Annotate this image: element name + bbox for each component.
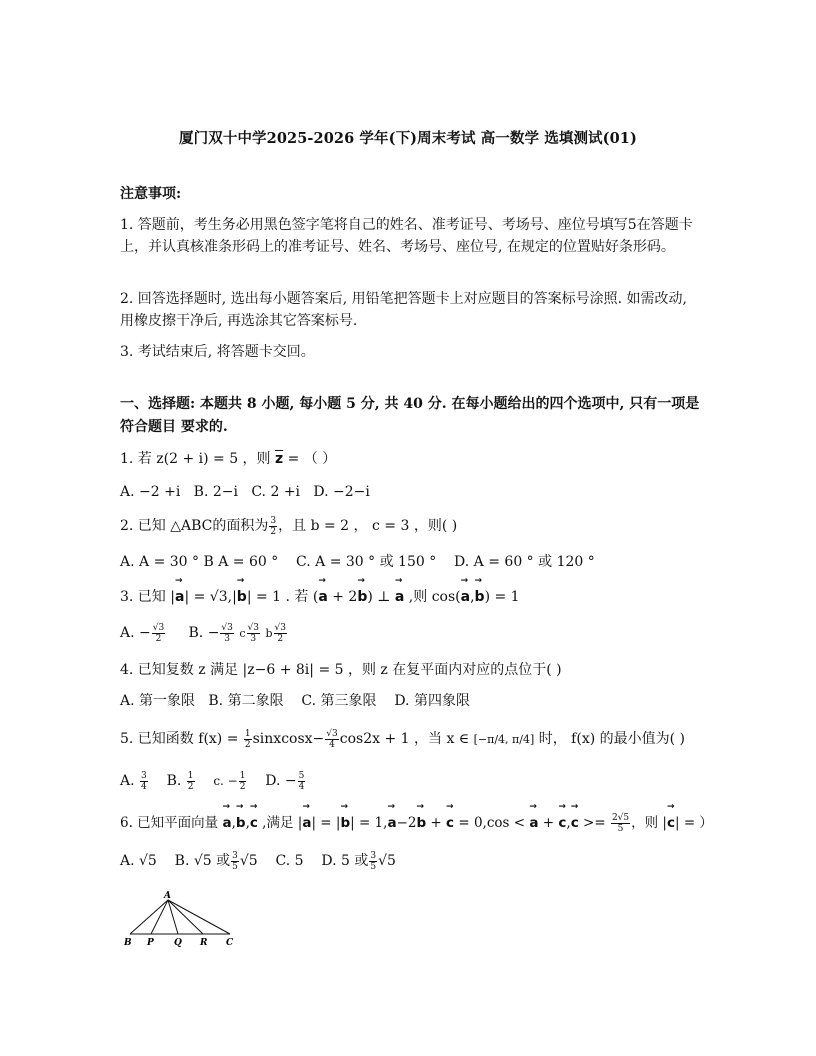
q3-frac-d: $\frac{√3}{2}$ — [274, 622, 286, 644]
q2-option-a: A. A = 30 ° — [120, 554, 204, 570]
q6-vector-c3: → c — [558, 812, 566, 834]
q5-option-d: D. − — [265, 773, 297, 789]
q5-text-3: cos2x + 1 ，当 x ∈ — [339, 731, 474, 747]
q1-option-a: A. −2 +i — [120, 484, 181, 500]
q5-frac-1-den: 2 — [244, 739, 251, 750]
q4-options — [120, 690, 470, 712]
label-a: A — [164, 891, 171, 901]
q4-option-d: D. 第四象限 — [394, 693, 470, 709]
q6-text-7: = 0,cos < — [454, 815, 530, 831]
q6-vector-b2: → b — [340, 812, 350, 834]
q3-vector-b2: → b — [357, 586, 367, 608]
q6-vector-c2: → c — [446, 812, 454, 834]
q5-text-2: sinxcosx− — [252, 731, 325, 747]
label-b: B — [124, 938, 132, 948]
q3-text-3: | = 1 . 若 ( — [246, 589, 319, 605]
q6-option-c: C. 5 — [275, 853, 304, 869]
q5-frac-b-num: 1 — [187, 770, 194, 781]
q6-vector-b: → b — [236, 812, 246, 834]
question-1 — [120, 448, 336, 470]
q5-frac-2-den: 4 — [329, 739, 335, 750]
q5-options — [120, 770, 306, 792]
q3-frac-a-den: 2 — [155, 633, 162, 644]
q2-frac-den: 2 — [270, 526, 277, 537]
q5-frac-1 — [244, 729, 252, 750]
q5-option-a: A. — [120, 773, 140, 789]
q5-frac-1-num: 1 — [244, 728, 251, 739]
label-q: Q — [174, 938, 182, 948]
q1-option-c: C. 2 +i — [251, 484, 301, 500]
q5-frac-b — [187, 771, 195, 792]
q6-text-5: −2 — [396, 815, 417, 831]
q3-frac-c: $\frac{√3}{3}$ — [247, 622, 260, 644]
q3-vector-a4: → a — [461, 586, 470, 608]
q2-option-b: B A = 60 ° — [203, 554, 279, 570]
q5-frac-c-num: 1 — [239, 770, 246, 781]
notes-heading: 注意事项: — [120, 186, 182, 202]
q6-text-8: + — [538, 815, 559, 831]
question-4: 4. 已知复数 z 满足 |z−6 + 8i| = 5 ，则 z 在复平面内对应的点位于( ) — [120, 662, 562, 678]
q2-stem: 2. 已知 △ABC的面积为 — [120, 518, 269, 534]
q6-vector-a: → a — [222, 812, 231, 834]
q1-option-d: D. −2−i — [313, 484, 370, 500]
q3-text-4: + 2 — [327, 589, 358, 605]
q6-text-1: 6. 已知平面向量 — [120, 815, 223, 831]
q6-text-12: | = ） — [674, 815, 713, 831]
q3-frac-b: $\frac{√3}{3}$ — [221, 622, 233, 644]
q6-option-a: A. √5 — [120, 853, 157, 869]
q6-option-b: B. √5 或 — [174, 853, 231, 869]
q1-stem-a: 1. 若 z(2 + i) = 5 ，则 — [120, 451, 276, 467]
q6-text-10: >= — [578, 815, 610, 831]
q3-option-b: B. − — [188, 625, 220, 641]
line-ab — [130, 900, 168, 934]
q3-text-6: ,则 cos( — [404, 589, 461, 605]
q6-text-3: | = | — [311, 815, 341, 831]
question-5 — [120, 728, 685, 751]
section-heading: 一、选择题: 本题共 8 小题, 每小题 5 分, 共 40 分. 在每小题给出的四个选项中, 只有一项是符合题目 要求的. — [120, 396, 700, 435]
q3-vector-b3: → b — [475, 586, 485, 608]
q3-vector-a: → a — [175, 586, 184, 608]
q3-option-c: c — [239, 627, 246, 640]
q2-option-c: C. A = 30 ° 或 150 ° — [296, 554, 437, 570]
question-3 — [120, 586, 520, 608]
q6-fraction — [611, 813, 630, 834]
q5-frac-c — [239, 771, 247, 792]
q3-vector-a2: → a — [318, 586, 327, 608]
q3-option-d: b — [265, 627, 273, 640]
q2-option-d: D. A = 60 ° 或 120 ° — [454, 554, 595, 570]
q6-b-frac-num: 3 — [232, 850, 238, 861]
question-6: 6. 已知平面向量 → a,→ b,→ c ,满足 |→ a| = |→ b| = 1,→ a−2→ b + → c = 0,cos < → a + → c,→ c >= $\frac{2√5}{5}$ ，则 |→ c| = ） — [120, 812, 713, 834]
q6-option-b-frac — [231, 851, 239, 872]
q4-option-b: B. 第二象限 — [208, 693, 284, 709]
q6-text-9: , — [566, 815, 571, 831]
q6-text-4: | = 1, — [350, 815, 388, 831]
q3-vector-a3: → a — [395, 586, 404, 608]
q6-vector-c5: → c — [667, 812, 675, 834]
label-p: P — [147, 938, 154, 948]
q3-option-a: A. − — [120, 625, 151, 641]
page-title: 厦门双十中学2025-2026 学年(下)周末考试 高一数学 选填测试(01) — [179, 130, 637, 147]
q5-option-b: B. — [166, 773, 186, 789]
q6-frac-num: 2√5 — [611, 813, 630, 823]
q6-d-frac-den: 5 — [370, 861, 377, 872]
q5-frac-d-den: 4 — [298, 781, 305, 792]
note-item-2: 2. 回答选择题时, 选出每小题答案后, 用铅笔把答题卡上对应题目的答案标号涂照. 如需改动, 用橡皮擦干净后, 再选涂其它答案标号. — [120, 291, 687, 329]
q1-option-b: B. 2−i — [193, 484, 238, 500]
label-c: C — [226, 938, 234, 948]
q2-frac-num: 3 — [270, 515, 277, 526]
triangle-figure — [118, 888, 248, 950]
q5-frac-d — [298, 771, 306, 792]
q5-frac-a-num: 3 — [141, 770, 147, 781]
note-item-3: 3. 考试结束后, 将答题卡交回。 — [120, 344, 315, 360]
q6-vector-b3: → b — [416, 812, 426, 834]
question-2 — [120, 515, 457, 537]
q6-options — [120, 850, 396, 872]
q4-option-c: C. 第三象限 — [301, 693, 377, 709]
q5-frac-d-num: 5 — [298, 770, 305, 781]
q2-fraction — [269, 516, 277, 537]
q6-vector-c4: → c — [571, 812, 579, 834]
q3-text-1: 3. 已知 | — [120, 589, 175, 605]
q6-option-b-root: √5 — [239, 853, 258, 869]
line-ac — [168, 900, 230, 934]
q5-frac-b-den: 2 — [187, 781, 194, 792]
label-r: R — [200, 938, 208, 948]
triangle-lines — [130, 900, 230, 934]
q3-frac-a-num: 3 — [158, 622, 165, 633]
q3-vector-b: → b — [237, 586, 247, 608]
q1-stem-b: = （ ） — [283, 451, 337, 467]
q5-text-1: 5. 已知函数 f(x) = — [120, 731, 243, 747]
q3-frac-c-num: 3 — [253, 622, 260, 633]
q3-text-7: , — [470, 589, 475, 605]
q6-option-d: D. 5 或 — [321, 853, 369, 869]
q3-text-8: ) = 1 — [484, 589, 520, 605]
q5-interval: [−π/4, π/4] — [473, 733, 535, 746]
q6-vector-c: → c — [250, 812, 258, 834]
q2-stem-b: ，且 b = 2 ， c = 3 ，则( ) — [278, 518, 458, 534]
q6-text-2: ,满足 | — [257, 815, 303, 831]
q4-option-a: A. 第一象限 — [120, 693, 196, 709]
q6-text-6: + — [426, 815, 447, 831]
q6-d-frac-num: 3 — [370, 850, 377, 861]
q6-option-d-frac — [369, 851, 377, 872]
q5-text-4: 时， f(x) 的最小值为( ) — [534, 731, 686, 747]
q5-frac-c-den: 2 — [239, 781, 246, 792]
q5-frac-a-den: 4 — [141, 781, 147, 792]
q3-frac-d-num: 3 — [280, 622, 286, 633]
q6-vector-a4: → a — [529, 812, 538, 834]
q5-frac-a — [140, 771, 148, 792]
q6-vector-a2: → a — [302, 812, 311, 834]
q6-frac-den: 5 — [617, 824, 624, 834]
q6-b-frac-den: 5 — [232, 861, 238, 872]
q6-vector-a3: → a — [387, 812, 396, 834]
q3-frac-d-den: 2 — [277, 633, 284, 644]
q1-options — [120, 481, 370, 503]
q5-frac-2-num: √3 — [326, 728, 338, 739]
q5-frac-2 — [325, 729, 338, 750]
q3-frac-a: $\frac{√3}{2}$ — [152, 622, 165, 644]
q3-frac-b-num: 3 — [227, 622, 233, 633]
q3-text-2: | = √3,| — [184, 589, 237, 605]
q1-zbar: $\overline{z}$ — [275, 451, 284, 467]
q6-text-11: ，则 | — [631, 815, 667, 831]
q5-option-c: c. − — [213, 774, 238, 788]
q6-option-d-root: √5 — [378, 853, 396, 869]
q2-options — [120, 551, 595, 573]
q3-frac-b-den: 3 — [224, 633, 231, 644]
q3-text-5: ) ⊥ — [367, 589, 395, 605]
line-ap — [151, 900, 168, 934]
note-item-1: 1. 答题前，考生务必用黑色签字笔将自己的姓名、准考证号、考场号、座位号填写5在答题卡上，并认真核准条形码上的准考证号、姓名、考场号、座位号, 在规定的位置贴好条形码。 — [120, 217, 693, 255]
q3-options — [120, 622, 288, 645]
q3-frac-c-den: 3 — [250, 633, 257, 644]
